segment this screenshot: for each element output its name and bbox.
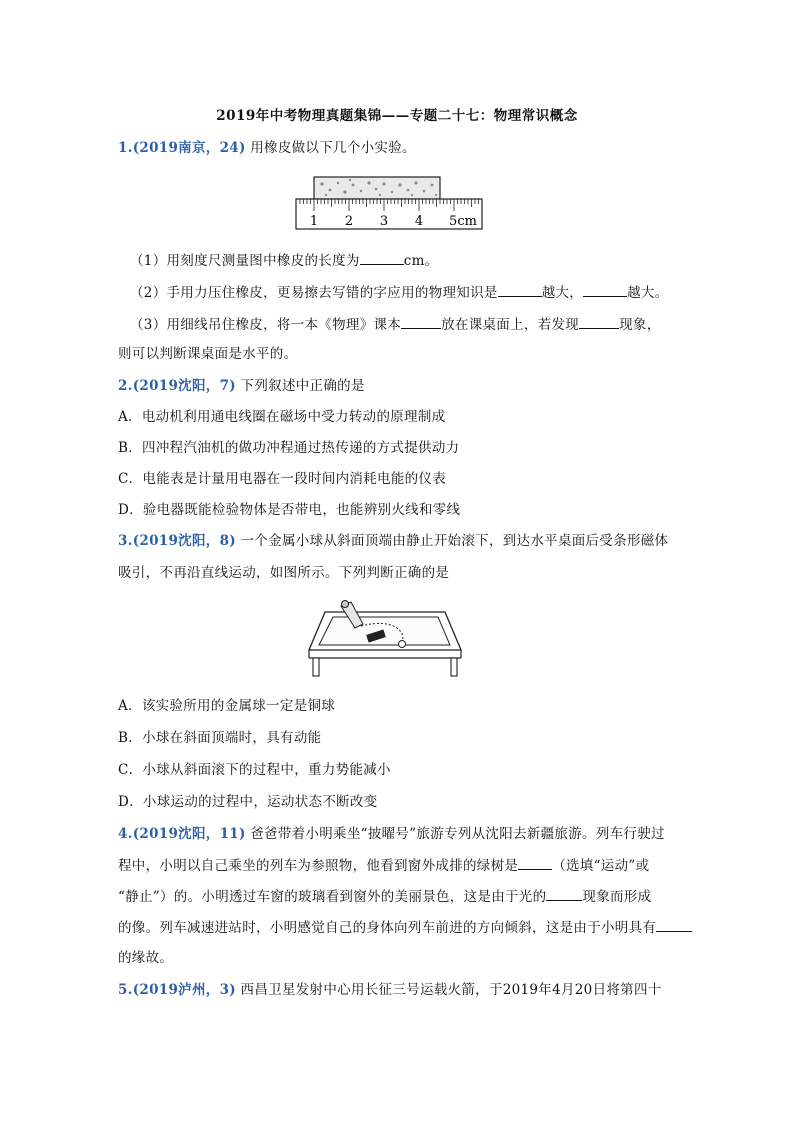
q2-header	[118, 376, 678, 396]
ruler-eraser-figure	[290, 175, 490, 233]
q4-line2	[118, 855, 678, 876]
q4-line1: 爸爸带着小明乘坐“披曜号”旅游专列从沈阳去新疆旅游。列车行驶过	[250, 826, 665, 842]
q1-stem: 用橡皮做以下几个小实验。	[250, 140, 416, 156]
answer-blank[interactable]	[401, 314, 441, 329]
q1-part2-end: 越大。	[627, 285, 669, 301]
q2-option-d[interactable]: D．验电器既能检验物体是否带电，也能辨别火线和零线	[118, 502, 461, 518]
q3-stem-line2: 吸引，不再沿直线运动，如图所示。下列判断正确的是	[118, 565, 450, 581]
q4-source: (2019沈阳，11)	[132, 826, 246, 842]
q2-option-a[interactable]: A．电动机利用通电线圈在磁场中受力转动的原理制成	[118, 409, 446, 425]
q2-source: (2019沈阳，7)	[132, 378, 236, 394]
q1-part1	[118, 250, 690, 271]
q3-header	[118, 531, 678, 551]
q4-line3	[118, 886, 678, 907]
q4-line4-text: 的像。列车减速进站时，小明感觉自己的身体向列车前进的方向倾斜，这是由于小明具有	[118, 920, 657, 936]
q4-line3-end: 现象而形成	[582, 889, 652, 905]
q3-source: (2019沈阳，8)	[132, 533, 236, 549]
q2-number: 2.	[118, 378, 133, 394]
q5-header	[118, 980, 678, 1000]
ramp-magnet-figure	[305, 598, 471, 678]
q1-part1-text: （1）用刻度尺测量图中橡皮的长度为	[130, 253, 360, 269]
answer-blank[interactable]	[498, 282, 542, 297]
q3-option-d[interactable]: D．小球运动的过程中，运动状态不断改变	[118, 794, 378, 810]
answer-blank[interactable]	[656, 917, 692, 932]
q1-source: (2019南京，24)	[132, 140, 246, 156]
ruler-label-4: 4	[414, 214, 424, 229]
answer-blank[interactable]	[579, 314, 619, 329]
q4-header	[118, 824, 678, 844]
ball-start	[342, 601, 349, 608]
ball-end	[399, 641, 406, 648]
q3-stem-line1: 一个金属小球从斜面顶端由静止开始滚下，到达水平桌面后受条形磁体	[240, 533, 669, 549]
ruler-label-2: 2	[344, 214, 354, 229]
eraser-shape	[314, 177, 440, 199]
answer-blank[interactable]	[583, 282, 627, 297]
q1-part3-mid: 放在课桌面上，若发现	[441, 317, 580, 333]
q1-part2	[118, 282, 690, 303]
page-title: 2019年中考物理真题集锦——专题二十七：物理常识概念	[216, 108, 578, 124]
answer-blank[interactable]	[360, 250, 404, 265]
ruler-label-5cm: 5cm	[449, 214, 477, 229]
q2-option-b[interactable]: B．四冲程汽油机的做功冲程通过热传递的方式提供动力	[118, 440, 460, 456]
q5-source: (2019泸州，3)	[132, 982, 236, 998]
q4-number: 4.	[118, 826, 133, 842]
q1-part1-unit: cm。	[403, 253, 439, 269]
q3-option-a[interactable]: A．该实验所用的金属球一定是铜球	[118, 698, 336, 714]
q1-part3	[118, 314, 690, 335]
q1-part2-mid: 越大，	[541, 285, 584, 301]
table-leg-left	[313, 658, 319, 676]
table-top-inner	[319, 617, 450, 645]
q2-option-c[interactable]: C．电能表是计量用电器在一段时间内消耗电能的仪表	[118, 471, 447, 487]
q5-number: 5.	[118, 982, 133, 998]
q2-stem: 下列叙述中正确的是	[240, 378, 365, 394]
q3-option-b[interactable]: B．小球在斜面顶端时，具有动能	[118, 730, 322, 746]
ruler-label-1: 1	[309, 214, 319, 229]
q3-option-c[interactable]: C．小球从斜面滚下的过程中，重力势能减小	[118, 762, 391, 778]
q4-line3-text: “静止”）的。小明透过车窗的玻璃看到窗外的美丽景色，这是由于光的	[118, 889, 547, 905]
q1-part3-text: （3）用细线吊住橡皮，将一本《物理》课本	[130, 317, 402, 333]
q3-number: 3.	[118, 533, 133, 549]
table-leg-right	[451, 658, 457, 676]
q1-part3-cont: 则可以判断课桌面是水平的。	[118, 346, 298, 362]
answer-blank[interactable]	[546, 886, 582, 901]
q1-number: 1.	[118, 140, 133, 156]
ruler-label-3: 3	[379, 214, 389, 229]
q4-line2-end: （选填“运动”或	[552, 858, 650, 874]
q1-header	[118, 138, 678, 158]
q1-part3-end: 现象，	[619, 317, 661, 333]
q4-line4	[118, 917, 678, 938]
q5-line1: 西昌卫星发射中心用长征三号运载火箭，于2019年4月20日将第四十	[240, 982, 662, 998]
q1-part2-text: （2）手用力压住橡皮，更易擦去写错的字应用的物理知识是	[130, 285, 498, 301]
answer-blank[interactable]	[518, 855, 552, 870]
q4-line2-text: 程中，小明以自己乘坐的列车为参照物，他看到窗外成排的绿树是	[118, 858, 519, 874]
q4-line5: 的缘故。	[118, 950, 174, 966]
